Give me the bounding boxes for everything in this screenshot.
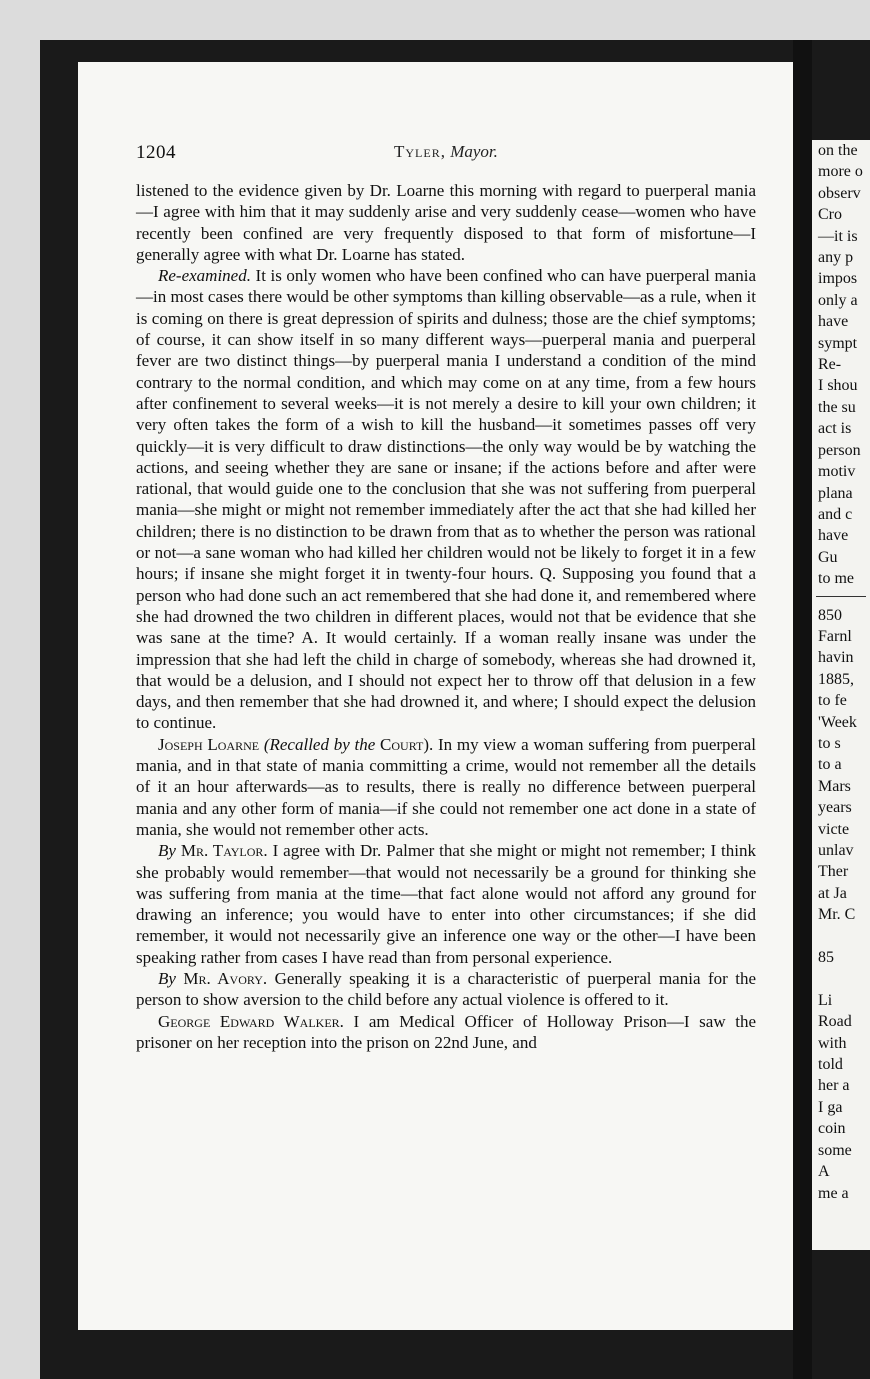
right-page-line: to a bbox=[818, 756, 842, 774]
right-page-line: Road bbox=[818, 1013, 852, 1031]
by-label-avory: By bbox=[158, 968, 176, 988]
right-page-line: plana bbox=[818, 484, 853, 502]
right-page-line: Mr. C bbox=[818, 906, 856, 924]
paragraph-continuation: listened to the evidence given by Dr. Loarne this morning with regard to puerperal mania—I agree with him that it may suddenly arise and very suddenly cease—women who have recently been confined are very frequently disposed to that form of misfortune—I generally agree with what Dr. Loarne has stated. bbox=[136, 181, 756, 264]
right-page-line: to s bbox=[818, 734, 841, 752]
right-page-line: observ bbox=[818, 184, 861, 202]
running-head-role: Mayor. bbox=[450, 142, 498, 161]
right-page-line: impos bbox=[818, 270, 858, 288]
right-page-line: motiv bbox=[818, 463, 856, 481]
right-page-block-2 bbox=[812, 605, 870, 1204]
right-page-line: and c bbox=[818, 505, 853, 523]
right-page-line: any p bbox=[818, 249, 854, 267]
right-page-line: me a bbox=[818, 1184, 849, 1202]
page-number: 1204 bbox=[136, 142, 176, 163]
paragraph-by-taylor bbox=[136, 840, 756, 968]
running-head-name: Tyler, bbox=[394, 142, 446, 161]
right-page-line: with bbox=[818, 1034, 847, 1052]
right-page-rule bbox=[816, 596, 866, 597]
right-page-line: 1885, bbox=[818, 670, 854, 688]
right-page-line: the su bbox=[818, 398, 856, 416]
right-page-line: more o bbox=[818, 163, 863, 181]
right-page-line: I ga bbox=[818, 1098, 843, 1116]
counsel-name-avory: Mr. Avory. bbox=[183, 968, 268, 988]
right-page-line bbox=[812, 926, 870, 947]
right-page-line: Li bbox=[818, 991, 833, 1009]
walker-text: I am Medical Officer of Holloway Prison—I saw the prisoner on her reception into the prison on 22nd June, and bbox=[136, 1011, 756, 1052]
right-page-line: have bbox=[818, 313, 849, 331]
body-text bbox=[136, 180, 756, 1053]
right-page-line: havin bbox=[818, 649, 854, 667]
right-page-line: sympt bbox=[818, 334, 858, 352]
right-page-line: A bbox=[818, 1163, 830, 1181]
paragraph-joseph-loarne bbox=[136, 734, 756, 840]
right-page-line: 85 bbox=[818, 949, 834, 967]
right-page-line: on the bbox=[818, 142, 858, 159]
left-page bbox=[78, 62, 793, 1330]
right-page-line: at Ja bbox=[818, 884, 847, 902]
right-page-line: unlav bbox=[818, 842, 854, 859]
by-label-taylor: By bbox=[158, 841, 176, 861]
taylor-text: I agree with Dr. Palmer that she might or might not remember; I think she probably would remember—that would not necessarily be a ground for thinking she was suffering from mania at the time—that fact alone would not afford any ground for drawing an inference; you would have to enter into other circumstances; if she did remember, it would not necessarily give an inference one way or the other—I have been speaking rather from cases I have read than from personal experience. bbox=[136, 841, 757, 967]
counsel-name-taylor: Mr. Taylor. bbox=[180, 841, 268, 861]
right-page-line: victe bbox=[818, 820, 850, 838]
right-page-line: her a bbox=[818, 1077, 850, 1095]
witness-name-walker: George Edward Walker. bbox=[158, 1011, 344, 1031]
paragraph-george-walker bbox=[136, 1011, 756, 1054]
avory-text: Generally speaking it is a characteristic of puerperal mania for the person to show aversion to the child before any actual violence is offered to it. bbox=[136, 968, 756, 1010]
right-page-line: person bbox=[818, 441, 861, 459]
right-page-line: —it is bbox=[818, 227, 858, 245]
right-page-line: Cro bbox=[818, 206, 842, 224]
right-page-line: told bbox=[818, 1056, 843, 1074]
right-page-line: to me bbox=[818, 570, 854, 588]
right-page-line: Mars bbox=[818, 777, 851, 795]
paragraph-re-examined bbox=[136, 265, 756, 734]
right-page-line: coin bbox=[818, 1120, 846, 1138]
right-page-line: I shou bbox=[818, 377, 858, 395]
right-page-fragment bbox=[812, 140, 870, 1250]
right-page-line: 'Week bbox=[818, 713, 857, 731]
right-page-line: to fe bbox=[818, 692, 847, 710]
running-head bbox=[394, 142, 498, 162]
right-page-block-1 bbox=[812, 140, 870, 590]
right-page-line: have bbox=[818, 527, 849, 545]
right-page-line: Farnl bbox=[818, 627, 852, 645]
court-label: Court). bbox=[380, 734, 434, 754]
right-page-line bbox=[812, 968, 870, 989]
right-page-line: some bbox=[818, 1141, 852, 1159]
right-page-line: act is bbox=[818, 420, 852, 438]
right-page-line: only a bbox=[818, 291, 858, 309]
paragraph-by-avory bbox=[136, 968, 756, 1011]
right-page-line: Re- bbox=[818, 356, 842, 374]
witness-name-loarne: Joseph Loarne bbox=[158, 734, 260, 754]
loarne-text: In my view a woman suffering from puerperal mania, and in that state of mania committing a crime, would not remember all the details of it an hour afterwards—as to results, there is really no difference between puerperal mania and any other form of mania—if she could not remember one act done in a state of mania, she would not remember other acts. bbox=[136, 734, 757, 839]
right-page-line: 850 bbox=[818, 606, 842, 624]
page-header bbox=[136, 142, 753, 168]
right-page-line: Gu bbox=[818, 548, 838, 566]
recall-note: (Recalled by the bbox=[263, 734, 376, 754]
right-page-line: Ther bbox=[818, 863, 849, 881]
book-gutter bbox=[793, 40, 812, 1379]
re-examined-label: Re-examined. bbox=[158, 266, 251, 286]
re-examined-text: It is only women who have been confined who can have puerperal mania—in most cases there would be other symptoms than killing observable—as a rule, when it is coming on there is great depression of spirits and dulness; those are the chief symptoms; of course, it can show itself in so many different ways—puerperal mania and puerperal fever are two distinct things—by puerperal mania I understand a condition of the mind contrary to the normal condition, and which may come on at any time, from a few hours after confinement to several weeks—it is not merely a desire to kill your own children; it very often takes the form of a wish to kill the husband—it sometimes passes off very quickly—it is very difficult to draw distinctions—the only way would be by watching the actions, and seeing whether they are sane or insane; if the actions before and after were rational, that would guide one to the conclusion that she was not suffering from puerperal mania—she might or might not remember immediately after the act that she had killed her children; there is no distinction to be drawn from that as to whether the person was rational or not—a sane woman who had killed her children would not be likely to forget it in a few hours; if insane she might forget it in twenty-four hours. Q. Supposing you found that a person who had done such an act remembered that she had done it, and remembered where she had drowned the two children in different places, would not that be evidence that she was sane at the time? A. It would certainly. If a woman really insane was under the impression that she had left the child in charge of somebody, whereas she had drowned it, that would be a delusion, and I should not expect her to throw off that delusion in a few days, and then remember that she had drowned it, and where; I should expect the delusion to continue. bbox=[136, 266, 756, 733]
right-page-line: years bbox=[818, 799, 852, 817]
